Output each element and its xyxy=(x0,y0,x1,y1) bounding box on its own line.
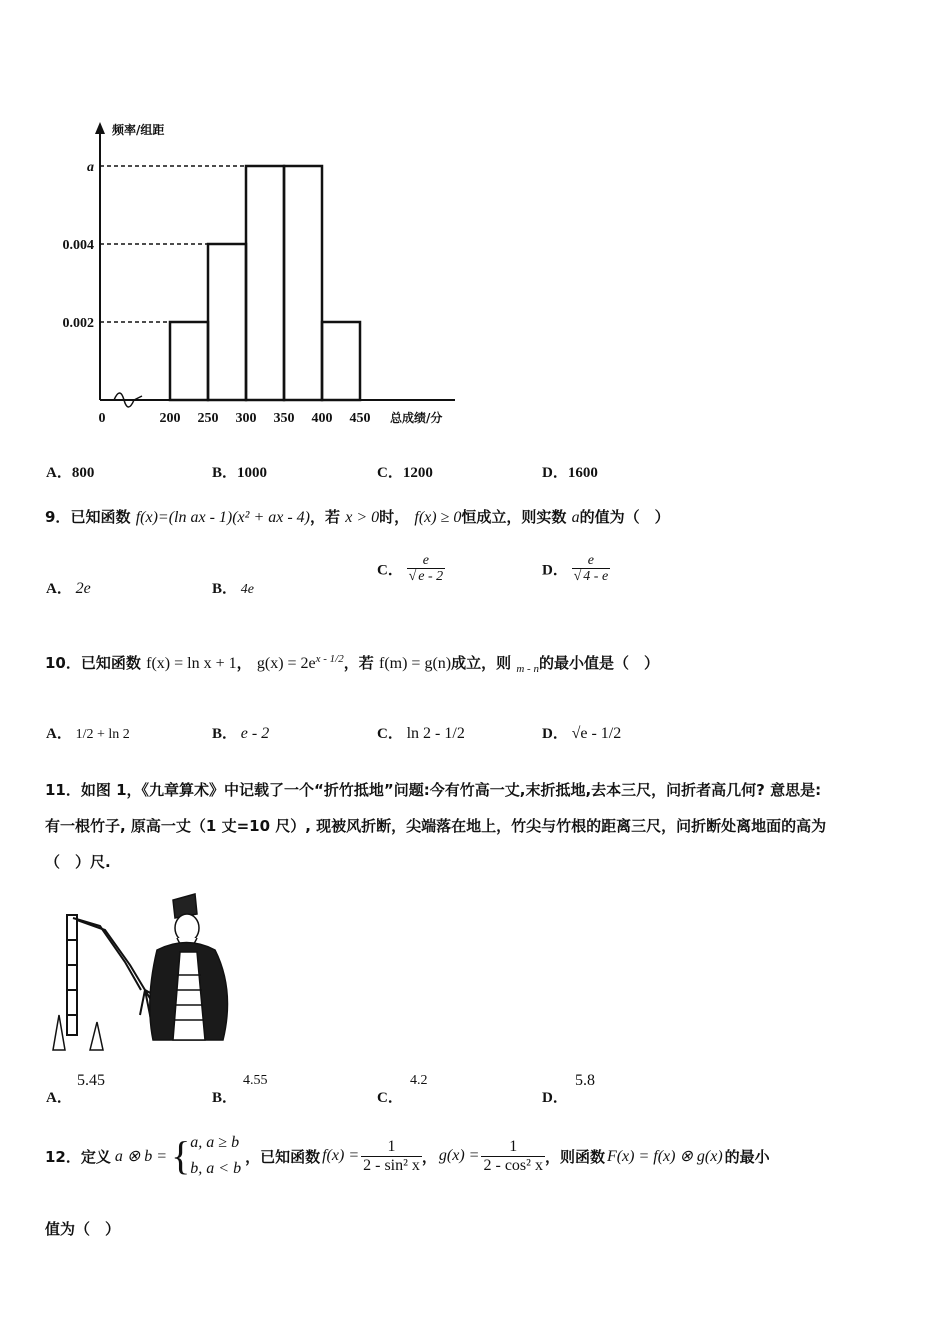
q8-option-d: D．1600 xyxy=(542,465,598,481)
question-12-stem: 12． 定义 a ⊗ b = { a, a ≥ b b, a < b ，已知函数 f(x) = $\frac{1}{\text{2 - sin² x}}$ ， g(x) = $\frac{1}{\text{2 - cos² x}}$ ，则函数 F(x) = f(x) ⊗ g(x) 的最小 xyxy=(45,1133,770,1178)
histogram-chart xyxy=(40,110,480,440)
x-tick-label: 450 xyxy=(349,411,371,426)
x-tick-label: 250 xyxy=(197,411,219,426)
histogram-bar-350-400 xyxy=(284,166,322,400)
x-tick-label: 200 xyxy=(159,411,181,426)
q9-option-c: C． $\frac{e}{√ e - 2}$ xyxy=(377,553,444,585)
q9-option-b: B． 4e xyxy=(212,581,254,597)
q10-option-b: B． e - 2 xyxy=(212,725,270,742)
q8-option-b: B．1000 xyxy=(212,465,268,481)
q11-option-b-value: 4.55 xyxy=(243,1073,268,1088)
x-tick-label: 400 xyxy=(311,411,333,426)
q11-option-c: C． xyxy=(377,1090,403,1106)
y-tick-label: a xyxy=(87,160,94,175)
x-tick-label: 0 xyxy=(98,411,106,426)
q8-option-a: A．800 xyxy=(46,465,95,481)
y-tick-label: 0.002 xyxy=(62,316,94,331)
bamboo-stalk xyxy=(67,915,163,1035)
sage-figure xyxy=(150,894,228,1040)
q11-option-a: A． xyxy=(46,1090,72,1106)
x-tick-label: 300 xyxy=(235,411,257,426)
question-12-stem-cont: 值为（ ） xyxy=(45,1220,121,1238)
histogram-bar-300-350 xyxy=(246,166,284,400)
q9-option-d: D． $\frac{e}{√ 4 - e}$ xyxy=(542,553,609,585)
q10-option-a: A． 1/2 + ln 2 xyxy=(46,726,130,742)
question-9-stem: 9．已知函数 f(x)=(ln ax - 1)(x² + ax - 4)，若 x > 0时， f(x) ≥ 0恒成立，则实数 a的值为（ ） xyxy=(45,508,670,526)
q10-option-d: D． √e - 1/2 xyxy=(542,725,622,742)
histogram-bar-400-450 xyxy=(322,322,360,400)
q11-option-d: D． xyxy=(542,1090,568,1106)
bamboo-sage-illustration xyxy=(45,890,240,1055)
y-axis-arrow xyxy=(95,122,105,134)
x-axis-label: 总成绩/分 xyxy=(390,411,443,425)
x-tick-label: 350 xyxy=(273,411,295,426)
q11-option-c-value: 4.2 xyxy=(410,1073,428,1088)
y-tick-label: 0.004 xyxy=(62,238,94,253)
q10-option-c: C． ln 2 - 1/2 xyxy=(377,725,465,742)
q11-option-b: B． xyxy=(212,1090,238,1106)
q8-option-c: C．1200 xyxy=(377,465,433,481)
q9-option-a: A． 2e xyxy=(46,580,91,597)
question-10-stem: 10．已知函数 f(x) = ln x + 1， $g(x) = 2e^{x - 1/2}$，若 f(m) = g(n)成立，则 $_{m - n}$的最小值是（ ） xyxy=(45,653,659,675)
question-11-stem: 11．如图 1，《九章算术》中记载了一个“折竹抵地”问题:今有竹高一丈,末折抵地,去本三尺，问折者高几何? 意思是: 有一根竹子, 原高一丈（1 丈=10 尺）, 现被风折断，尖端落在地上，竹尖与竹根的距离三尺，问折断处离地面的高为 （ ）尺. xyxy=(45,781,827,871)
histogram-bar-200-250 xyxy=(170,322,208,400)
y-axis-label: 频率/组距 xyxy=(112,123,165,137)
q11-option-d-value: 5.8 xyxy=(575,1072,595,1089)
histogram-bar-250-300 xyxy=(208,244,246,400)
q11-option-a-value: 5.45 xyxy=(77,1072,105,1089)
